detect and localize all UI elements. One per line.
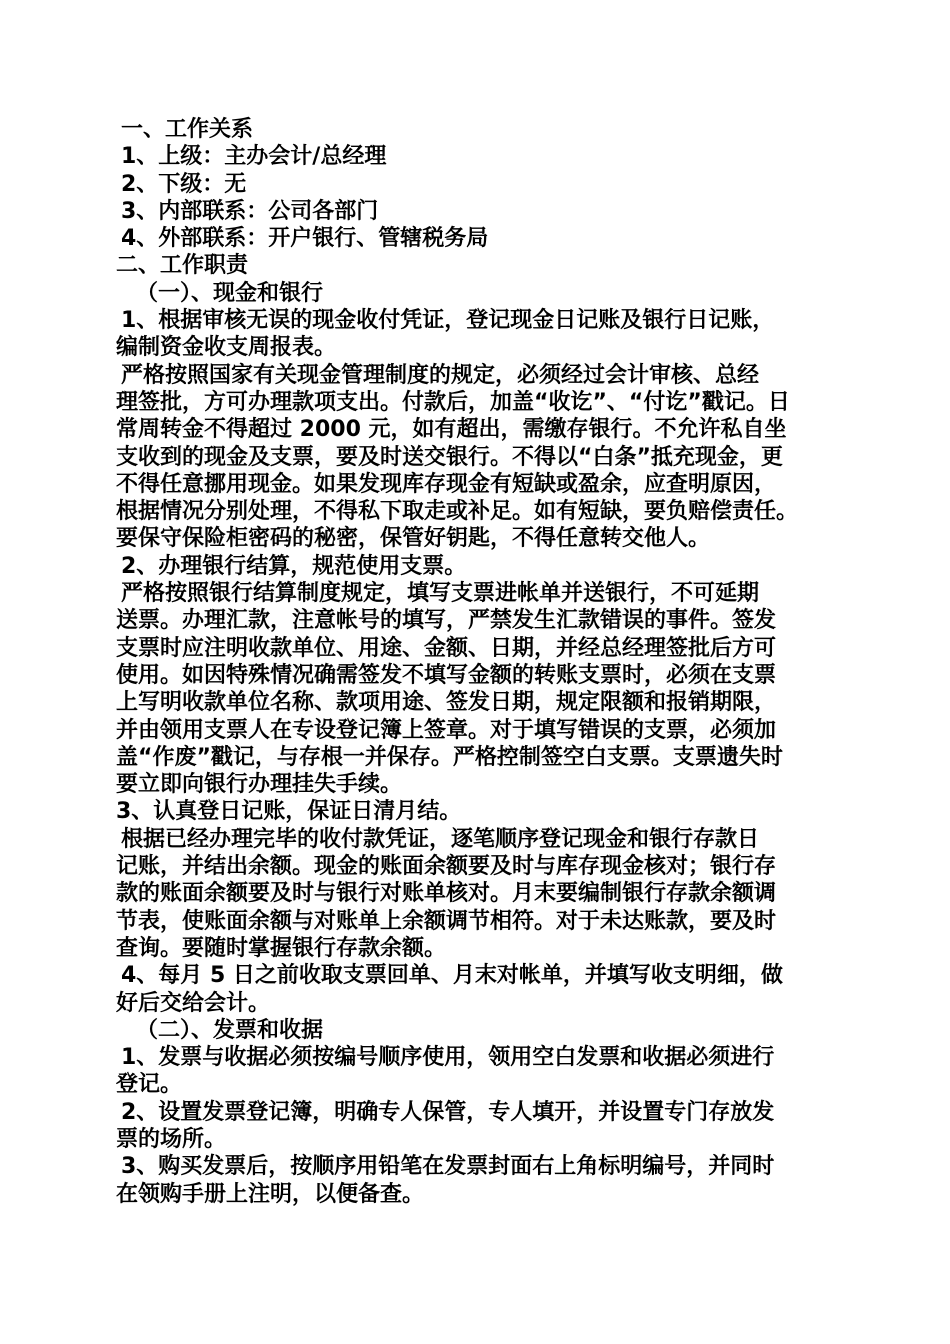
text-line: 登记。: [116, 1072, 183, 1098]
text-line: 严格按照国家有关现金管理制度的规定，必须经过会计审核、总经: [121, 362, 760, 388]
text-line: 款的账面余额要及时与银行对账单核对。月末要编制银行存款余额调: [116, 881, 777, 907]
text-line: 3、认真登日记账，保证日清月结。: [116, 799, 462, 825]
text-line: 2、设置发票登记簿，明确专人保管，专人填开，并设置专门存放发: [121, 1099, 775, 1125]
text-line: 支票时应注明收款单位、用途、金额、日期，并经总经理签批后方可: [116, 635, 777, 661]
text-line: 好后交给会计。: [116, 990, 271, 1016]
text-line: 票的场所。: [116, 1126, 227, 1152]
text-line: 在领购手册上注明，以便备查。: [116, 1181, 425, 1207]
text-line: 查询。要随时掌握银行存款余额。: [116, 935, 447, 961]
text-line: 4、外部联系：开户银行、管辖税务局: [121, 226, 489, 252]
text-line: 4、每月 5 日之前收取支票回单、月末对帐单，并填写收支明细，做: [121, 963, 783, 989]
heading-work-relations: 一、工作关系: [121, 117, 254, 142]
text-line: 1、根据审核无误的现金收付凭证，登记现金日记账及银行日记账，: [121, 308, 775, 334]
text-line: 要保守保险柜密码的秘密，保管好钥匙，不得任意转交他人。: [116, 526, 711, 552]
text-line: 3、购买发票后，按顺序用铅笔在发票封面右上角标明编号，并同时: [121, 1154, 775, 1180]
text-line: 1、发票与收据必须按编号顺序使用，领用空白发票和收据必须进行: [121, 1045, 775, 1071]
text-line: 根据情况分别处理，不得私下取走或补足。如有短缺，要负赔偿责任。: [116, 499, 799, 525]
text-line: 2、下级：无: [121, 171, 247, 197]
text-line: 记账，并结出余额。现金的账面余额要及时与库存现金核对；银行存: [116, 854, 777, 880]
text-line: 上写明收款单位名称、款项用途、签发日期，规定限额和报销期限，: [116, 690, 777, 716]
text-line: 支收到的现金及支票，要及时送交银行。不得以“白条”抵充现金，更: [116, 444, 783, 470]
subheading-cash-bank: （一）、现金和银行: [136, 280, 324, 306]
text-line: 严格按照银行结算制度规定，填写支票进帐单并送银行，不可延期: [121, 581, 760, 607]
text-line: 理签批，方可办理款项支出。付款后，加盖“收讫”、“付讫”戳记。日: [116, 389, 790, 415]
text-line: 3、内部联系：公司各部门: [121, 198, 379, 224]
text-line: 并由领用支票人在专设登记簿上签章。对于填写错误的支票，必须加: [116, 717, 777, 743]
text-line: 2、办理银行结算，规范使用支票。: [121, 553, 467, 579]
text-line: 要立即向银行办理挂失手续。: [116, 772, 403, 798]
text-line: 送票。办理汇款，注意帐号的填写，严禁发生汇款错误的事件。签发: [116, 608, 777, 634]
text-line: 编制资金收支周报表。: [116, 335, 337, 361]
text-line: 不得任意挪用现金。如果发现库存现金有短缺或盈余，应查明原因，: [116, 471, 777, 497]
heading-work-duties: 二、工作职责: [116, 253, 249, 279]
text-line: 使用。如因特殊情况确需签发不填写金额的转账支票时，必须在支票: [116, 662, 777, 688]
subheading-invoices-receipts: （二）、发票和收据: [136, 1017, 324, 1043]
text-line: 根据已经办理完毕的收付款凭证，逐笔顺序登记现金和银行存款日: [121, 826, 760, 852]
text-line: 盖“作废”戳记，与存根一并保存。严格控制签空白支票。支票遗失时: [116, 744, 783, 770]
document-body: [116, 116, 856, 1208]
text-line: 1、上级：主办会计/总经理: [121, 144, 387, 170]
text-line: 常周转金不得超过 2000 元，如有超出，需缴存银行。不允许私自坐: [116, 417, 787, 443]
text-line: 节表，使账面余额与对账单上余额调节相符。对于未达账款，要及时: [116, 908, 777, 934]
